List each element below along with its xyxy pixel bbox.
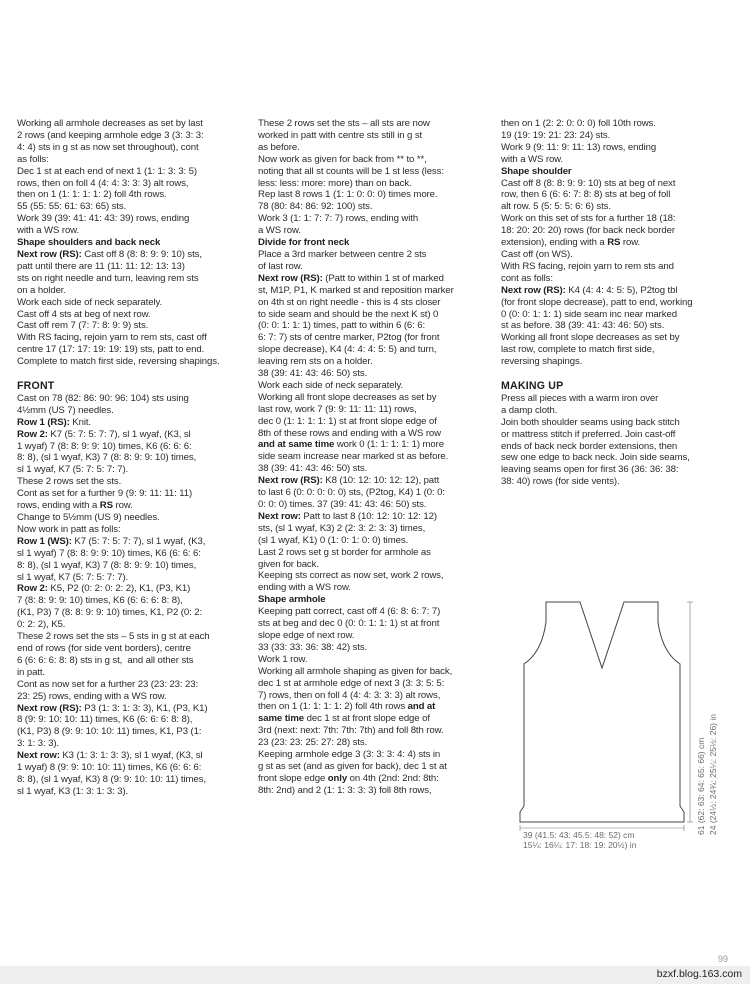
height-in: 24 (24½: 24¾: 25¼: 25½: 26) in (708, 714, 718, 835)
column-middle: These 2 rows set the sts – all sts are now worked in patt with centre sts still in g st as before. Now work as given for back from ** to **, noting that all st counts will be 1 st less (less: less: less: more: more) than on back. Rep last 8 rows 1 (1: 1: 0: 0: 0) times more. 78 (80: 84: 86: 92: 100) sts. Work 3 (1: 1: 7: 7: 7) rows, ending with a WS row. Divide for front neck Place a 3rd marker between centre 2 sts of last row. Next row (RS): (Patt to within 1 st of marked st, M1P, P1, K marked st and reposition marker on 4th st on right needle - this is 4 sts closer to side seam and should be the next K st) 0 (0: 0: 1: 1: 1) times, patt to within 6 (6: 6: 6: 7: 7) sts of centre marker, P2tog (for front slope decrease), K4 (4: 4: 4: 5: 5) and turn, leaving rem sts on a holder. 38 (39: 41: 43: 46: 50) sts. Work each side of neck separately. Working all front slope decreases as set by last row, work 7 (9: 9: 11: 11: 11) rows, dec 0 (1: 1: 1: 1: 1) st at front slope edge of 8th of these rows and ending with a WS row and at same time work 0 (1: 1: 1: 1: 1) more side seam increase near marked st as before. 38 (39: 41: 43: 46: 50) sts. Next row (RS): K8 (10: 12: 10: 12: 12), patt to last 6 (0: 0: 0: 0: 0) sts, (P2tog, K4) 1 (0: 0: 0: 0: 0) times. 37 (39: 41: 43: 46: 50) sts. Next row: Patt to last 8 (10: 12: 10: 12: 12) sts, (sl 1 wyaf, K3) 2 (2: 3: 2: 3: 3) times, (sl 1 wyaf, K1) 0 (1: 0: 1: 0: 0) times. Last 2 rows set g st border for armhole as given for back. Keeping sts correct as now set, work 2 rows, ending with a WS row. Shape armhole Keeping patt correct, cast off 4 (6: 8: 6: 7: 7) sts at beg and dec 0 (0: 0: 1: 1: 1) st at front slope edge of next row. 33 (33: 33: 36: 38: 42) sts. Work 1 row. Working all armhole shaping as given for back, dec 1 st at armhole edge of next 3 (3: 3: 5: 5: 7) rows, then on foll 4 (4: 4: 3: 3: 3) alt rows, then on 1 (1: 1: 1: 1: 2) foll 4th rows and at same time dec 1 st at front slope edge of 3rd (next: next: 7th: 7th: 7th) and foll 8th row. 23 (23: 23: 25: 27: 28) sts. Keeping armhole edge 3 (3: 3: 3: 4: 4) sts in g st as set (and as given for back), dec 1 st at front slope edge only on 4th (2nd: 2nd: 8th: 8th: 2nd) and 2 (1: 1: 3: 3: 3) foll 8th rows, (258, 118, 495, 797)
row-label: Next row (RS): (17, 248, 82, 260)
subheading-shape-armhole: Shape armhole (258, 594, 326, 606)
page-number: 99 (718, 954, 729, 964)
vest-outline (520, 602, 684, 822)
width-measurement (523, 830, 636, 850)
subheading-shape-shoulder: Shape shoulder (501, 165, 572, 177)
column-left: Working all armhole decreases as set by last 2 rows (and keeping armhole edge 3 (3: 3: 3: 4: 4) sts in g st as now set throughout), cont as folls: Dec 1 st at each end of next 1 (1: 1: 3: 3: 5) rows, then on foll 4 (4: 4: 3: 3: 3) alt rows, then on 1 (1: 1: 1: 1: 2) foll 4th rows. 55 (55: 55: 61: 63: 65) sts. Work 39 (39: 41: 41: 43: 39) rows, ending with a WS row. Shape shoulders and back neck Next row (RS): Cast off 8 (8: 8: 9: 9: 10) sts, patt until there are 11 (11: 11: 12: 13: 13) sts on right needle and turn, leaving rem sts on a holder. Work each side of neck separately. Cast off 4 sts at beg of next row. Cast off rem 7 (7: 7: 8: 9: 9) sts. With RS facing, rejoin yarn to rem sts, cast off centre 17 (17: 17: 19: 19: 19) sts, patt to end. Complete to match first side, reversing shapings. FRONT Cast on 78 (82: 86: 90: 96: 104) sts using 4½mm (US 7) needles. Row 1 (RS): Knit. Row 2: K7 (5: 7: 5: 7: 7), sl 1 wyaf, (K3, sl 1 wyaf) 7 (8: 8: 9: 9: 10) times, K6 (6: 6: 6: 8: 8), (sl 1 wyaf, K3) 7 (8: 8: 9: 9: 10) times, sl 1 wyaf, K7 (5: 7: 5: 7: 7). These 2 rows set the sts. Cont as set for a further 9 (9: 9: 11: 11: 11) rows, ending with a RS row. Change to 5½mm (US 9) needles. Now work in patt as folls: Row 1 (WS): K7 (5: 7: 5: 7: 7), sl 1 wyaf, (K3, sl 1 wyaf) 7 (8: 8: 9: 9: 10) times, K6 (6: 6: 6: 8: 8), (sl 1 wyaf, K3) 7 (8: 8: 9: 9: 10) times, sl 1 wyaf, K7 (5: 7: 5: 7: 7). Row 2: K5, P2 (0: 2: 0: 2: 2), K1, (P3, K1) 7 (8: 8: 9: 9: 10) times, K6 (6: 6: 6: 8: 8), (K1, P3) 7 (8: 8: 9: 9: 10) times, K1, P2 (0: 2: 0: 2: 2), K5. These 2 rows set the sts – 5 sts in g st at each end of rows (for side vent borders), centre 6 (6: 6: 6: 8: 8) sts in g st, and all other sts in patt. Cont as now set for a further 23 (23: 23: 23: 23: 25) rows, ending with a WS row. Next row (RS): P3 (1: 3: 1: 3: 3), K1, (P3, K1) 8 (9: 9: 10: 10: 11) times, K6 (6: 6: 6: 8: 8), (K1, P3) 8 (9: 9: 10: 10: 11) times, K1, P3 (1: 3: 1: 3: 3). Next row: K3 (1: 3: 1: 3: 3), sl 1 wyaf, (K3, sl 1 wyaf) 8 (9: 9: 10: 10: 11) times, K6 (6: 6: 6: 8: 8), (sl 1 wyaf, K3) 8 (9: 9: 10: 10: 11) times, sl 1 wyaf, K3 (1: 3: 1: 3: 3). (17, 118, 249, 798)
row-label: Next row (RS): (501, 284, 566, 296)
width-cm: 39 (41.5: 43: 45.5: 48: 52) cm (523, 830, 635, 840)
column-right: then on 1 (2: 2: 0: 0: 0) foll 10th rows. 19 (19: 19: 21: 23: 24) sts. Work 9 (9: 11: 9: 11: 13) rows, ending with a WS row. Shape shoulder Cast off 8 (8: 8: 9: 9: 10) sts at beg of next row, then 6 (6: 6: 7: 8: 8) sts at beg of foll alt row. 5 (5: 5: 5: 6: 6) sts. Work on this set of sts for a further 18 (18: 18: 20: 20: 20) rows (for back neck border extension), ending with a RS row. Cast off (on WS). With RS facing, rejoin yarn to rem sts and cont as folls: Next row (RS): K4 (4: 4: 4: 5: 5), P2tog tbl (for front slope decrease), patt to end, working 0 (0: 0: 1: 1: 1) side seam inc near marked st as before. 38 (39: 41: 43: 46: 50) sts. Working all front slope decreases as set by last row, complete to match first side, reversing shapings. MAKING UP Press all pieces with a warm iron over a damp cloth. Join both shoulder seams using back stitch or mattress stitch if preferred. Join cast-off ends of back neck border extensions, then sew one edge to back neck. Join side seams, leaving seams open for first 36 (36: 36: 38: 38: 40) rows (for side vents). (501, 118, 739, 488)
front-schematic-diagram (500, 598, 700, 863)
footer-bar (0, 966, 750, 984)
width-in: 15¼: 16¼: 17: 18: 19: 20½) in (523, 840, 637, 850)
heading-front: FRONT (17, 380, 55, 393)
row-label: Row 1 (RS): (17, 416, 70, 428)
row-label: Next row: (17, 750, 60, 762)
row-label: Next row (RS): (17, 702, 82, 714)
row-label: Next row (RS): (258, 272, 323, 284)
row-label: Next row: (258, 510, 301, 522)
heading-making-up: MAKING UP (501, 380, 564, 393)
row-label: Row 2: (17, 428, 48, 440)
height-measurement (688, 636, 728, 836)
subheading-divide-front-neck: Divide for front neck (258, 237, 350, 249)
row-label: Row 1 (WS): (17, 535, 72, 547)
row-label: Row 2: (17, 583, 48, 595)
back-neck-paragraph: patt until there are 11 (11: 11: 12: 13: 13) sts on right needle and turn, leaving rem sts on a holder. Work each side of neck separately. Cast off 4 sts at beg of next row. Cast off rem 7 (7: 7: 8: 9: 9) sts. With RS facing, rejoin yarn to rem sts, cast off centre 17 (17: 17: 19: 19: 19) sts, patt to end. Complete to match first side, reversing shapings. (17, 260, 220, 368)
row-label: Next row (RS): (258, 475, 323, 487)
watermark: bzxf.blog.163.com (656, 968, 742, 980)
armhole-paragraph: Working all armhole decreases as set by last 2 rows (and keeping armhole edge 3 (3: 3: 3: 4: 4) sts in g st as now set throughout), cont as folls: Dec 1 st at each end of next 1 (1: 1: 3: 3: 5) rows, then on foll 4 (4: 4: 3: 3: 3) alt rows, then on 1 (1: 1: 1: 1: 2) foll 4th rows. 55 (55: 55: 61: 63: 65) sts. Work 39 (39: 41: 41: 43: 39) rows, ending with a WS row. (17, 118, 204, 237)
height-cm: 61 (62: 63: 64: 65: 66) cm (696, 737, 706, 835)
subheading-shape-shoulders: Shape shoulders and back neck (17, 237, 161, 249)
